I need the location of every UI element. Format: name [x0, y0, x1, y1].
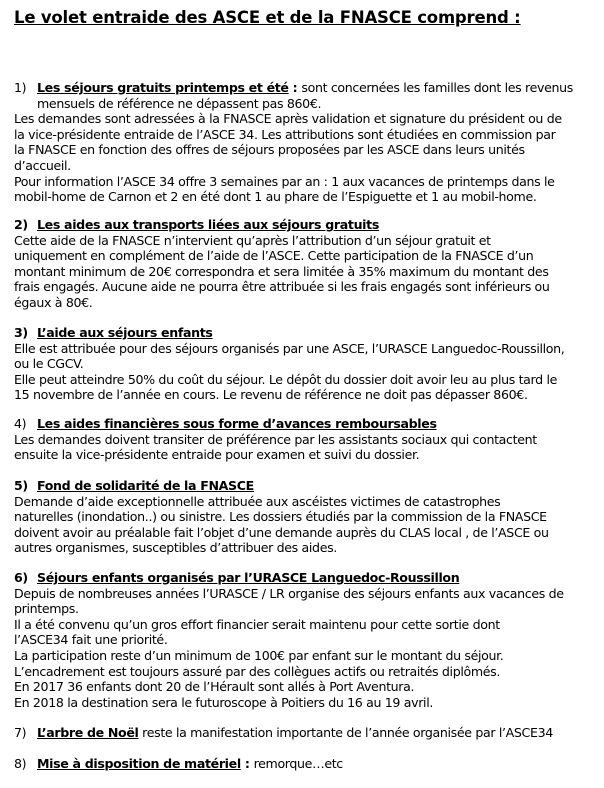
section-text: Depuis de nombreuses années l’URASCE / LR organise des séjours enfants aux vacances de	[14, 585, 564, 601]
section-number: 1)	[14, 80, 27, 95]
section-text: printemps.	[14, 601, 79, 617]
section-heading: Séjours enfants organisés par l’URASCE Languedoc-Roussillon	[37, 570, 460, 585]
section-text: doivent avoir au préalable fait l’objet d’une demande auprès du CLAS local , de l’ASCE ou	[14, 524, 549, 540]
section-text: mensuels de référence ne dépassent pas 860€.	[37, 95, 322, 111]
section-heading: Les aides financières sous forme d’avances remboursables	[37, 416, 437, 431]
section-heading: L’aide aux séjours enfants	[37, 325, 213, 340]
section-number: 7)	[14, 725, 27, 740]
section-text: Les demandes doivent transiter de préférence par les assistants sociaux qui contactent	[14, 431, 537, 447]
section-3	[14, 325, 599, 403]
section-text: naturelles (inondation..) ou sinistre. Les dossiers étudiés par la commission de la FNASCE	[14, 509, 547, 525]
section-text: Cette aide de la FNASCE n’intervient qu’après l’attribution d’un séjour gratuit et	[14, 232, 491, 248]
section-heading: Fond de solidarité de la FNASCE	[37, 478, 254, 493]
section-text: montant minimum de 20€ correspondra et sera limitée à 35% maximum du montant des	[14, 263, 549, 279]
heading-suffix: :	[240, 756, 254, 771]
section-heading: Les aides aux transports liées aux séjours gratuits	[37, 217, 379, 232]
section-number: 5)	[14, 478, 28, 493]
section-heading: Mise à disposition de matériel	[37, 756, 241, 771]
heading-suffix: :	[288, 80, 302, 95]
section-number: 8)	[14, 756, 27, 771]
section-5	[14, 478, 599, 556]
section-1	[14, 80, 599, 205]
section-text: frais engagés. Aucune aide ne pourra être attribuée si les frais engagés sont inférieurs ou	[14, 279, 550, 295]
section-text: la vice-présidente entraide de l’ASCE 34. Les attributions sont étudiées en commission par	[14, 126, 556, 142]
section-text: uniquement en complément de l’aide de l’ASCE. Cette participation de la FNASCE d’un	[14, 248, 534, 264]
section-text: remorque…etc	[253, 756, 343, 771]
section-number: 3)	[14, 325, 28, 340]
section-text: Elle peut atteindre 50% du coût du séjour. Le dépôt du dossier doit avoir leu au plus tard le	[14, 371, 557, 387]
section-text: Demande d’aide exceptionnelle attribuée aux ascéistes victimes de catastrophes	[14, 493, 501, 509]
section-text: ou le CGCV.	[14, 356, 84, 372]
section-text: reste la manifestation importante de l’année organisée par l’ASCE34	[142, 725, 553, 740]
section-text: l’ASCE34 fait une priorité.	[14, 632, 168, 648]
section-text: mobil-home de Carnon et 2 en été dont 1 au phare de l’Espiguette et 1 au mobil-home.	[14, 189, 537, 205]
section-text: Elle est attribuée pour des séjours organisés par une ASCE, l’URASCE Languedoc-Roussillon,	[14, 340, 565, 356]
section-text: La participation reste d’un minimum de 100€ par enfant sur le montant du séjour.	[14, 647, 504, 663]
section-heading: Les séjours gratuits printemps et été	[37, 80, 289, 95]
section-text: d’accueil.	[14, 157, 71, 173]
section-6	[14, 570, 599, 710]
section-number: 2)	[14, 217, 28, 232]
section-text: 15 novembre de l’année en cours. Le revenu de référence ne doit pas dépasser 860€.	[14, 387, 528, 403]
section-heading: L’arbre de Noël	[37, 725, 139, 740]
document-title: Le volet entraide des ASCE et de la FNASCE comprend :	[14, 8, 521, 27]
section-2	[14, 217, 599, 311]
section-4	[14, 416, 599, 463]
section-text: En 2018 la destination sera le futuroscope à Poitiers du 16 au 19 avril.	[14, 694, 434, 710]
section-text: Pour information l’ASCE 34 offre 3 semaines par an : 1 aux vacances de printemps dans le	[14, 173, 555, 189]
section-number: 4)	[14, 416, 27, 431]
section-text: égaux à 80€.	[14, 294, 93, 310]
section-text: Il a été convenu qu’un gros effort financier serait maintenu pour cette sortie dont	[14, 616, 500, 632]
section-text: En 2017 36 enfants dont 20 de l’Hérault sont allés à Port Aventura.	[14, 679, 415, 695]
section-7	[14, 725, 599, 741]
section-text: Les demandes sont adressées à la FNASCE après validation et signature du président ou de	[14, 111, 562, 127]
section-number: 6)	[14, 570, 28, 585]
section-8	[14, 756, 599, 772]
section-text: ensuite la vice-présidente entraide pour examen et suivi du dossier.	[14, 447, 420, 463]
section-text: L’encadrement est toujours assuré par des collègues actifs ou retraités diplômés.	[14, 663, 501, 679]
section-text: autres organismes, susceptibles d’attribuer des aides.	[14, 540, 337, 556]
section-text: sont concernées les familles dont les revenus	[301, 80, 573, 95]
section-text: la FNASCE en fonction des offres de séjours proposées par les ASCE dans leurs unités	[14, 142, 525, 158]
